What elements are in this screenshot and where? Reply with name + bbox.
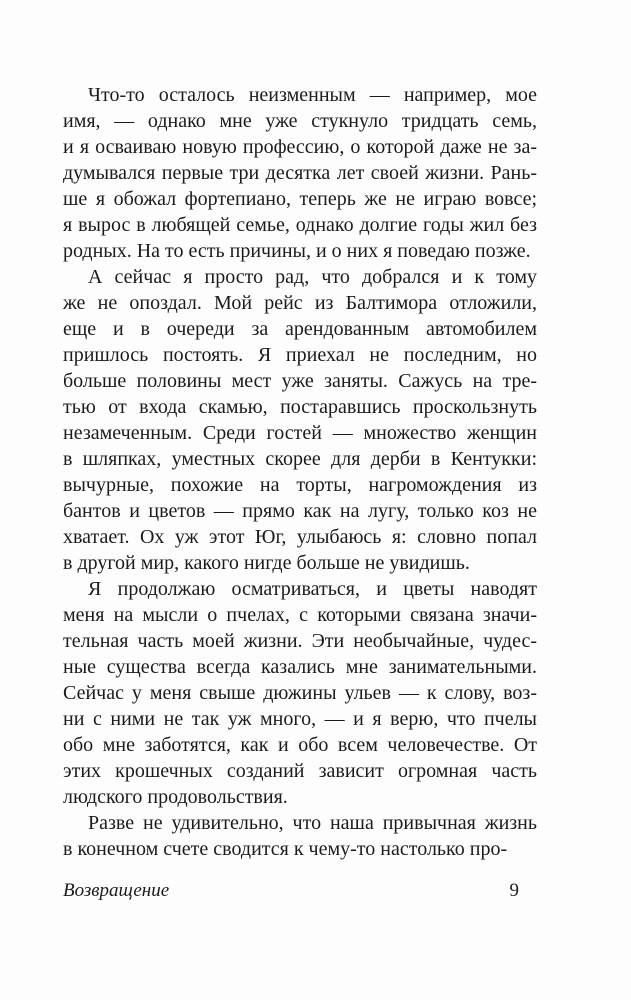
text-line: тельная часть моей жизни. Эти необычайные, чудес- <box>63 630 537 652</box>
text-line: имя, — однако мне уже стукнуло тридцать семь, <box>63 110 537 132</box>
text-line: больше половины мест уже заняты. Сажусь на тре- <box>63 370 537 392</box>
text-line: и я осваиваю новую профессию, о которой даже не за- <box>63 136 537 158</box>
text-line: хватает. Ох уж этот Юг, улыбаюсь я: словно попал <box>63 526 537 548</box>
text-line: в конечном счете сводится к чему-то настолько про- <box>63 838 508 860</box>
paragraph <box>63 82 537 264</box>
text-line: родных. На то есть причины, и о них я поведаю позже. <box>63 240 531 262</box>
page-footer <box>63 878 537 904</box>
text-line: ные существа всегда казались мне занимательными. <box>63 656 537 678</box>
text-line: еще и в очереди за арендованным автомобилем <box>63 318 537 340</box>
text-line: А сейчас я просто рад, что добрался и к тому <box>88 266 537 288</box>
paragraph <box>63 576 537 810</box>
text-line: людского продовольствия. <box>63 786 288 808</box>
text-line: в шляпках, уместных скорее для дерби в Кентукки: <box>63 448 537 470</box>
text-line: в другой мир, какого нигде больше не увидишь. <box>63 552 470 574</box>
text-line: ше я обожал фортепиано, теперь же не играю вовсе; <box>63 188 537 210</box>
text-line: же не опоздал. Мой рейс из Балтимора отложили, <box>63 292 537 314</box>
text-line: обо мне заботятся, как и обо всем человечестве. От <box>63 734 537 756</box>
paragraph <box>63 264 537 576</box>
text-line: Я продолжаю осматриваться, и цветы наводят <box>88 578 537 600</box>
text-line: Разве не удивительно, что наша привычная жизнь <box>88 812 537 834</box>
text-line: ни с ними не так уж много, — и я верю, что пчелы <box>63 708 537 730</box>
page-number: 9 <box>509 880 519 901</box>
text-line: незамеченным. Среди гостей — множество женщин <box>63 422 537 444</box>
text-line: бантов и цветов — прямо как на лугу, только коз не <box>63 500 537 522</box>
running-title: Возвращение <box>63 880 170 901</box>
text-line: этих крошечных созданий зависит огромная часть <box>63 760 537 782</box>
text-line: Сейчас у меня свыше дюжины ульев — к слову, воз- <box>63 682 537 704</box>
text-line: пришлось постоять. Я приехал не последним, но <box>63 344 537 366</box>
text-line: я вырос в любящей семье, однако долгие годы жил без <box>63 214 537 236</box>
text-line: Что-то осталось неизменным — например, мое <box>88 84 537 106</box>
text-line: тью от входа скамью, постаравшись проскользнуть <box>63 396 537 418</box>
text-line: меня на мысли о пчелах, с которыми связана значи- <box>63 604 537 626</box>
text-line: вычурные, похожие на торты, нагромождения из <box>63 474 537 496</box>
paragraph <box>63 810 537 862</box>
text-line: думывался первые три десятка лет своей жизни. Рань- <box>63 162 537 184</box>
page-text <box>63 82 537 862</box>
